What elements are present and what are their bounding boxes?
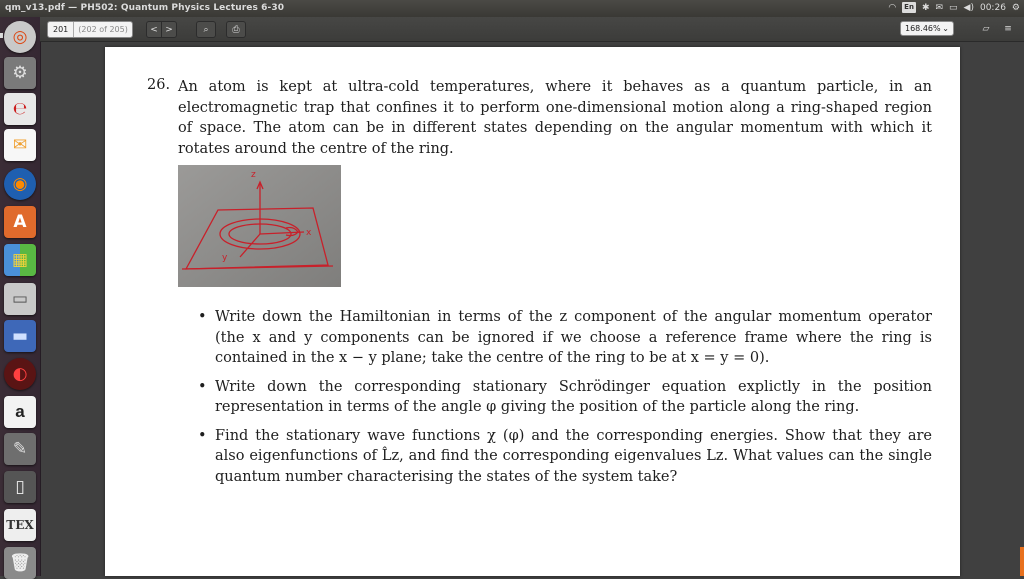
ring-trap-sketch: [178, 165, 341, 287]
search-button[interactable]: [196, 21, 216, 38]
bullet-icon: •: [198, 427, 207, 444]
texmaker-icon[interactable]: TEX: [4, 509, 36, 541]
scroll-indicator[interactable]: [1020, 547, 1024, 576]
annotate-button[interactable]: [978, 21, 994, 36]
trash-icon[interactable]: 🗑: [4, 547, 36, 579]
document-icon: ▱: [982, 23, 990, 34]
menu-button[interactable]: [1000, 21, 1016, 36]
display-icon[interactable]: ▬: [4, 320, 36, 352]
bullet-icon: •: [198, 378, 207, 395]
workspaces-icon[interactable]: ▦: [4, 244, 36, 276]
keyboard-layout-indicator[interactable]: En: [904, 3, 914, 11]
battery-icon[interactable]: ▭: [949, 2, 958, 13]
firefox-icon[interactable]: ◉: [4, 168, 36, 200]
amazon-icon[interactable]: a: [4, 396, 36, 428]
bluetooth-icon[interactable]: ✱: [921, 2, 930, 13]
volume-icon[interactable]: ◀): [963, 2, 974, 13]
system-settings-icon[interactable]: ⚙: [4, 57, 36, 89]
active-indicator: [0, 33, 3, 38]
clock[interactable]: 00:26: [979, 2, 1006, 13]
question-number: 26.: [147, 77, 171, 93]
list-item: [195, 426, 932, 488]
files-icon[interactable]: ▭: [4, 283, 36, 315]
gear-icon[interactable]: ⚙: [1011, 2, 1020, 13]
chevron-down-icon: ⌄: [942, 24, 949, 33]
sketch-drawing: [178, 165, 341, 287]
zoom-select[interactable]: [900, 21, 954, 36]
bullet-icon: •: [198, 309, 207, 325]
app-e-icon[interactable]: ℮: [4, 93, 36, 125]
z-label: z: [251, 170, 256, 180]
current-page-input[interactable]: 201: [48, 22, 74, 37]
system-tray: [888, 2, 1020, 13]
ubuntu-dash-icon[interactable]: ◎: [4, 21, 36, 53]
mail-icon[interactable]: ✉: [4, 129, 36, 161]
search-icon: ⌕: [203, 24, 209, 35]
usb-drive-icon[interactable]: ▯: [4, 471, 36, 503]
previous-page-button[interactable]: <: [146, 21, 162, 38]
mail-indicator-icon[interactable]: ✉: [935, 2, 944, 13]
window-title: qm_v13.pdf — PH502: Quantum Physics Lectures 6-30: [5, 3, 285, 13]
list-item: [195, 377, 932, 418]
bullet-text: Write down the corresponding stationary Schrödinger equation explictly in the position representation in terms of the angle φ giving the position of the particle along the ring.: [215, 378, 932, 415]
zoom-value: 168.46%: [905, 24, 941, 33]
bullet-text: Write down the Hamiltonian in terms of the z component of the angular momentum operator (the x and y components can be ignored if we choose a reference frame where the ring is contained in the x − y plane; take the centre of the ring to be at x = y = 0).: [215, 309, 932, 366]
task-list: [195, 307, 932, 495]
print-button[interactable]: [226, 21, 246, 38]
media-app-icon[interactable]: ◐: [4, 358, 36, 390]
next-page-button[interactable]: >: [161, 21, 177, 38]
list-item: [195, 307, 932, 369]
pdf-page: [105, 47, 960, 576]
print-icon: ⎙: [232, 24, 240, 35]
page-selector[interactable]: [47, 21, 133, 38]
y-label: y: [222, 253, 228, 263]
question-text: An atom is kept at ultra-cold temperatures, where it behaves as a quantum particle, in an electromagnetic trap that confines it to perform one-dimensional motion along a ring-shaped region of space. The atom can be in different states depending on the angular momentum with which it rotates around the centre of the ring.: [178, 79, 932, 157]
page-total: (202 of 205): [78, 25, 128, 34]
x-label: x: [306, 228, 312, 238]
top-panel: [0, 0, 1024, 17]
launcher: [0, 17, 41, 576]
software-center-icon[interactable]: A: [4, 206, 36, 238]
gimp-icon[interactable]: ✎: [4, 433, 36, 465]
hamburger-menu-icon: ≡: [1004, 23, 1012, 34]
wifi-icon[interactable]: ◠: [888, 2, 897, 13]
bullet-text: Find the stationary wave functions χ (φ) and the corresponding energies. Show that they are also eigenfunctions of L̂z, and find the corresponding eigenvalues Lz. What values can the single quantum number characterising the states of the system take?: [215, 427, 932, 485]
viewer-toolbar: [40, 17, 1024, 42]
